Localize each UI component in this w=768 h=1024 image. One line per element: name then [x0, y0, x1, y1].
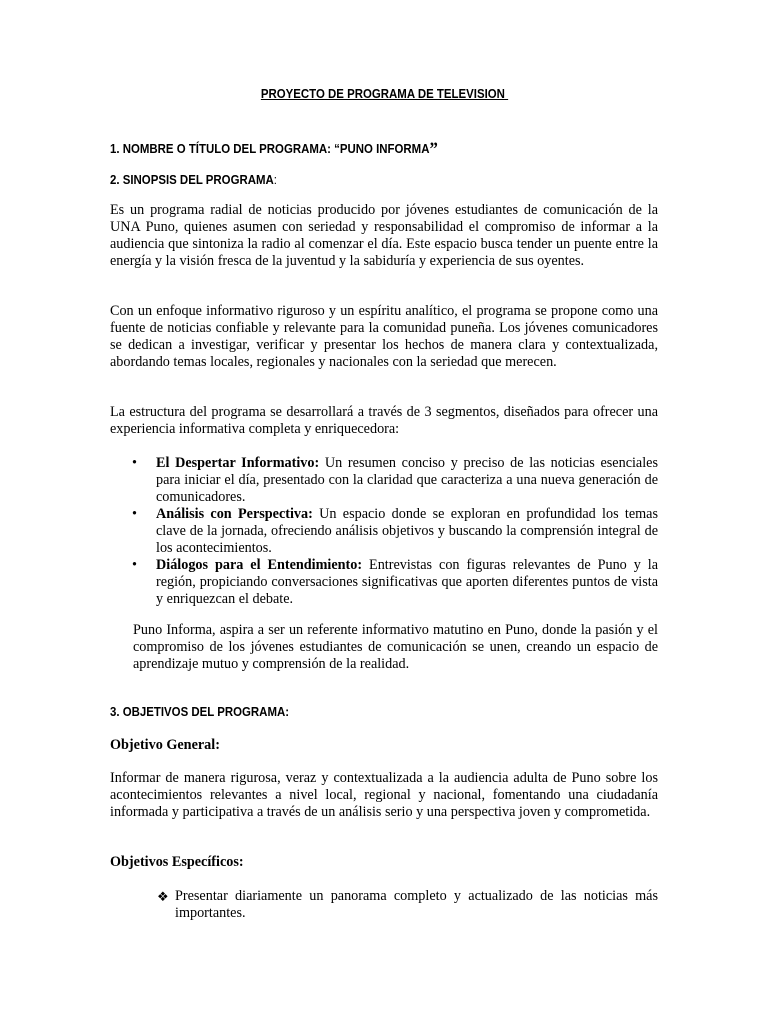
closing-quote-mark: ” — [429, 139, 438, 160]
section2-heading: 2. SINOPSIS DEL PROGRAMA: — [110, 172, 277, 187]
segment-description: Un resumen conciso y preciso de las noticias esenciales para iniciar el día, presentado con la claridad que caracteriza a una nueva generación de comunicadores. — [156, 455, 658, 505]
segment-description: Entrevistas con figuras relevantes de Puno y la región, propiciando conversaciones significativas que aporten diferentes puntos de vista y enriquezcan el debate. — [156, 557, 658, 607]
synopsis-paragraph-3: La estructura del programa se desarrollará a través de 3 segmentos, diseñados para ofrecer una experiencia informativa completa y enriquecedora: — [110, 404, 658, 437]
specific-objectives-heading: Objetivos Específicos: — [110, 854, 244, 870]
diamond-bullet-icon: ❖ — [157, 889, 169, 904]
document-title: PROYECTO DE PROGRAMA DE TELEVISION — [260, 86, 508, 101]
segment-name: Análisis con Perspectiva: — [156, 506, 313, 522]
synopsis-paragraph-2: Con un enfoque informativo riguroso y un espíritu analítico, el programa se propone como una fuente de noticias confiable y relevante para la comunidad puneña. Los jóvenes comunicadores se dedican a investigar, verificar y presentar los hechos de manera clara y contextualizada, abordando temas locales, regionales y nacionales con la seriedad que merecen. — [110, 303, 658, 370]
general-objective-heading: Objetivo General: — [110, 737, 220, 753]
bullet-icon: • — [132, 506, 137, 522]
segments-list — [110, 455, 658, 608]
bullet-icon: • — [132, 455, 137, 471]
specific-objectives-list — [110, 888, 658, 922]
segment-name: Diálogos para el Entendimiento: — [156, 557, 363, 573]
bullet-icon: • — [132, 557, 137, 573]
section1-heading: 1. NOMBRE O TÍTULO DEL PROGRAMA: “PUNO INFORMA” — [110, 139, 438, 160]
list-item — [110, 888, 658, 922]
document-page — [110, 0, 658, 1024]
section3-heading: 3. OBJETIVOS DEL PROGRAMA: — [110, 704, 290, 719]
closing-paragraph: Puno Informa, aspira a ser un referente informativo matutino en Puno, donde la pasión y el compromiso de los jóvenes estudiantes de comunicación se unen, creando un espacio de aprendizaje mutuo y comprensión de la realidad. — [133, 622, 658, 672]
objective-text: Presentar diariamente un panorama completo y actualizado de las noticias más importantes. — [175, 888, 658, 921]
segment-description: Un espacio donde se exploran en profundidad los temas clave de la jornada, ofreciendo análisis objetivos y buscando la comprensión integral de los acontecimientos. — [156, 506, 658, 556]
general-objective-text: Informar de manera rigurosa, veraz y contextualizada a la audiencia adulta de Puno sobre los acontecimientos relevantes a nivel local, regional y nacional, fomentando una ciudadanía informada y participativa a través de un análisis serio y una perspectiva joven y comprometida. — [110, 770, 658, 820]
segment-name: El Despertar Informativo: — [156, 455, 320, 471]
list-item — [110, 506, 658, 557]
synopsis-paragraph-1: Es un programa radial de noticias producido por jóvenes estudiantes de comunicación de la UNA Puno, quienes asumen con seriedad y responsabilidad el compromiso de informar a la audiencia que sintoniza la radio al comenzar el día. Este espacio busca tender un puente entre la energía y la visión fresca de la juventud y la sabiduría y experiencia de sus oyentes. — [110, 202, 658, 269]
list-item — [110, 455, 658, 506]
list-item — [110, 557, 658, 608]
